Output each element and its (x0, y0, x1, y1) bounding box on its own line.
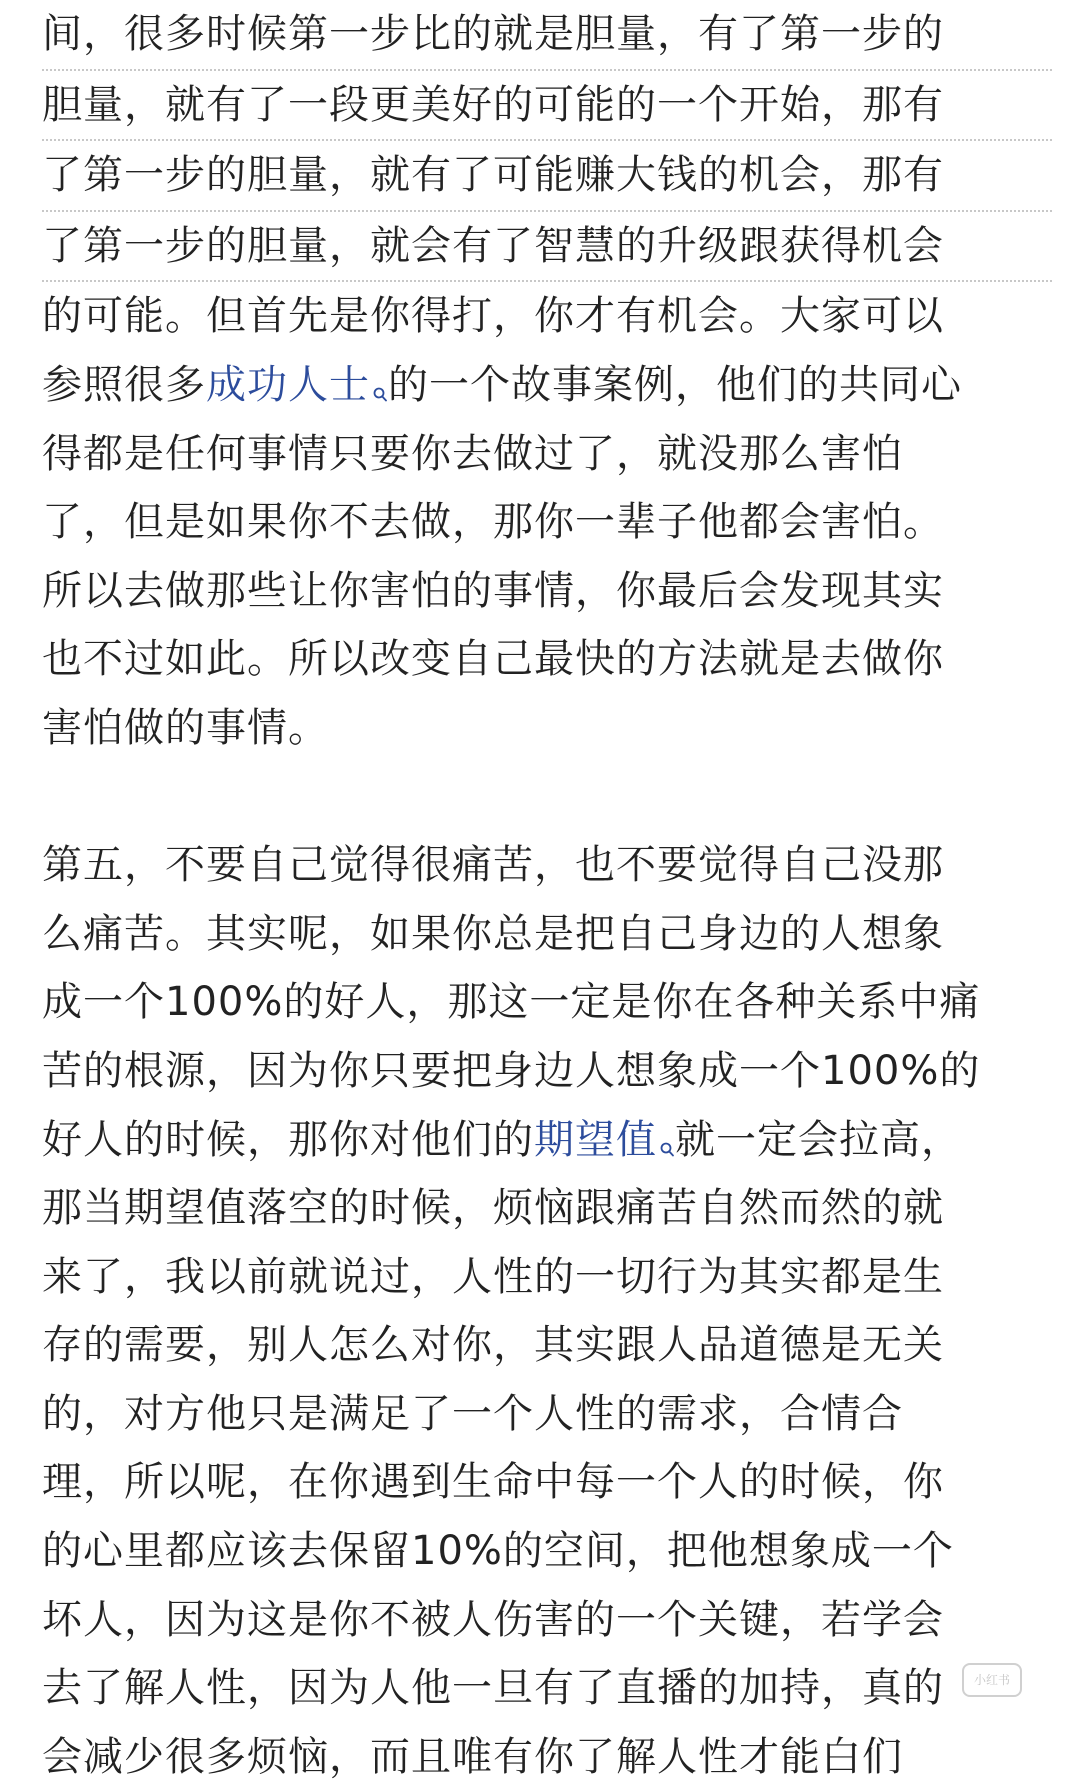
text-line: 第五，不要自己觉得很痛苦，也不要觉得自己没那 (42, 842, 944, 889)
text-line: 了第一步的胆量，就有了可能赚大钱的机会，那有 (42, 141, 1052, 212)
text-segment: 就一定会拉高， (675, 1116, 962, 1163)
text-line: 了第一步的胆量，就会有了智慧的升级跟获得机会 (42, 212, 1052, 283)
watermark-logo: 小红书 (962, 1663, 1022, 1697)
text-line: 存的需要，别人怎么对你，其实跟人品道德是无关 (42, 1322, 944, 1369)
text-line: 去了解人性，因为人他一旦有了直播的加持，真的 (42, 1665, 944, 1712)
text-line: 坏人，因为这是你不被人伤害的一个关键，若学会 (42, 1596, 944, 1643)
text-line: 来了，我以前就说过，人性的一切行为其实都是生 (42, 1253, 944, 1300)
text-line: 那当期望值落空的时候，烦恼跟痛苦自然而然的就 (42, 1185, 944, 1232)
text-line: 成一个100%的好人，那这一定是你在各种关系中痛 (42, 979, 981, 1026)
text-line: 的心里都应该去保留10%的空间，把他想象成一个 (42, 1528, 954, 1575)
paragraph-2 (42, 831, 1052, 1791)
text-line: 的，对方他只是满足了一个人性的需求，合情合 (42, 1390, 903, 1437)
text-line: 了，但是如果你不去做，那你一辈子他都会害怕。 (42, 499, 944, 546)
text-line: 么痛苦。其实呢，如果你总是把自己身边的人想象 (42, 910, 944, 957)
article-body (42, 0, 1052, 1791)
text-line: 苦的根源，因为你只要把身边人想象成一个100%的 (42, 1047, 981, 1094)
text-segment: 参照很多 (42, 361, 206, 408)
search-icon[interactable] (659, 1112, 675, 1136)
paragraph-spacer (42, 763, 1052, 832)
text-line: 害怕做的事情。 (42, 704, 329, 751)
text-segment: 的一个故事案例，他们的共同心 (388, 361, 962, 408)
text-line: 间，很多时候第一步比的就是胆量，有了第一步的 (42, 0, 1052, 71)
text-line: 的可能。但首先是你得打，你才有机会。大家可以 (42, 293, 944, 340)
keyword-link-expectation[interactable]: 期望值 (534, 1116, 657, 1163)
keyword-link-success-people[interactable]: 成功人士 (206, 361, 370, 408)
paragraph-1 (42, 0, 1052, 763)
text-segment: 好人的时候，那你对他们的 (42, 1116, 534, 1163)
text-line-with-link (42, 351, 1052, 420)
text-line-with-link (42, 1106, 1052, 1175)
text-line: 理，所以呢，在你遇到生命中每一个人的时候，你 (42, 1459, 944, 1506)
search-icon[interactable] (372, 357, 388, 381)
text-line: 得都是任何事情只要你去做过了，就没那么害怕 (42, 430, 903, 477)
text-line: 所以去做那些让你害怕的事情，你最后会发现其实 (42, 567, 944, 614)
text-line: 胆量，就有了一段更美好的可能的一个开始，那有 (42, 71, 1052, 142)
text-line: 也不过如此。所以改变自己最快的方法就是去做你 (42, 636, 944, 683)
text-line: 会减少很多烦恼，而且唯有你了解人性才能白们 (42, 1733, 903, 1780)
